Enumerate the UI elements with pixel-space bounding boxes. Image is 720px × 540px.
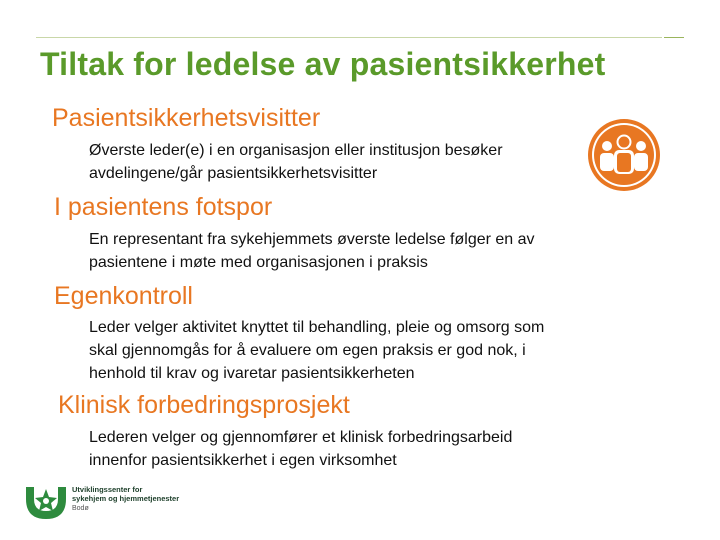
top-divider xyxy=(36,37,662,38)
body-line: skal gjennomgås for å evaluere om egen praksis er god nok, i xyxy=(89,342,526,359)
heading-klinisk-forbedringsprosjekt: Klinisk forbedringsprosjekt xyxy=(58,391,350,419)
logo-text xyxy=(72,485,179,503)
slide-title: Tiltak for ledelse av pasientsikkerhet xyxy=(40,46,606,82)
logo-line: sykehjem og hjemmetjenester xyxy=(72,494,180,503)
heading-pasientsikkerhetsvisitter: Pasientsikkerhetsvisitter xyxy=(52,104,321,132)
body-line: pasientene i møte med organisasjonen i praksis xyxy=(89,254,428,271)
organization-logo xyxy=(22,483,202,523)
body-line: Leder velger aktivitet knyttet til behandling, pleie og omsorg som xyxy=(89,319,545,336)
people-group-icon xyxy=(586,117,662,193)
body-line: En representant fra sykehjemmets øverste ledelse følger en av xyxy=(89,231,535,248)
body-line: Øverste leder(e) i en organisasjon eller institusjon besøker xyxy=(89,142,503,159)
logo-line: Utviklingssenter for xyxy=(72,485,143,494)
heading-i-pasientens-fotspor: I pasientens fotspor xyxy=(54,193,273,221)
logo-leaf-icon xyxy=(22,483,70,521)
body-line: Lederen velger og gjennomfører et klinisk forbedringsarbeid xyxy=(89,429,513,446)
heading-egenkontroll: Egenkontroll xyxy=(54,282,193,310)
logo-location: Bodø xyxy=(72,505,89,512)
top-divider-accent xyxy=(664,37,684,38)
body-pasientsikkerhetsvisitter xyxy=(89,139,503,185)
body-line: avdelingene/går pasientsikkerhetsvisitter xyxy=(89,165,378,182)
body-line: innenfor pasientsikkerhet i egen virksomhet xyxy=(89,452,397,469)
body-klinisk-forbedringsprosjekt xyxy=(89,426,512,472)
body-i-pasientens-fotspor xyxy=(89,228,535,274)
body-line: henhold til krav og ivaretar pasientsikkerheten xyxy=(89,365,415,382)
body-egenkontroll xyxy=(89,316,544,385)
